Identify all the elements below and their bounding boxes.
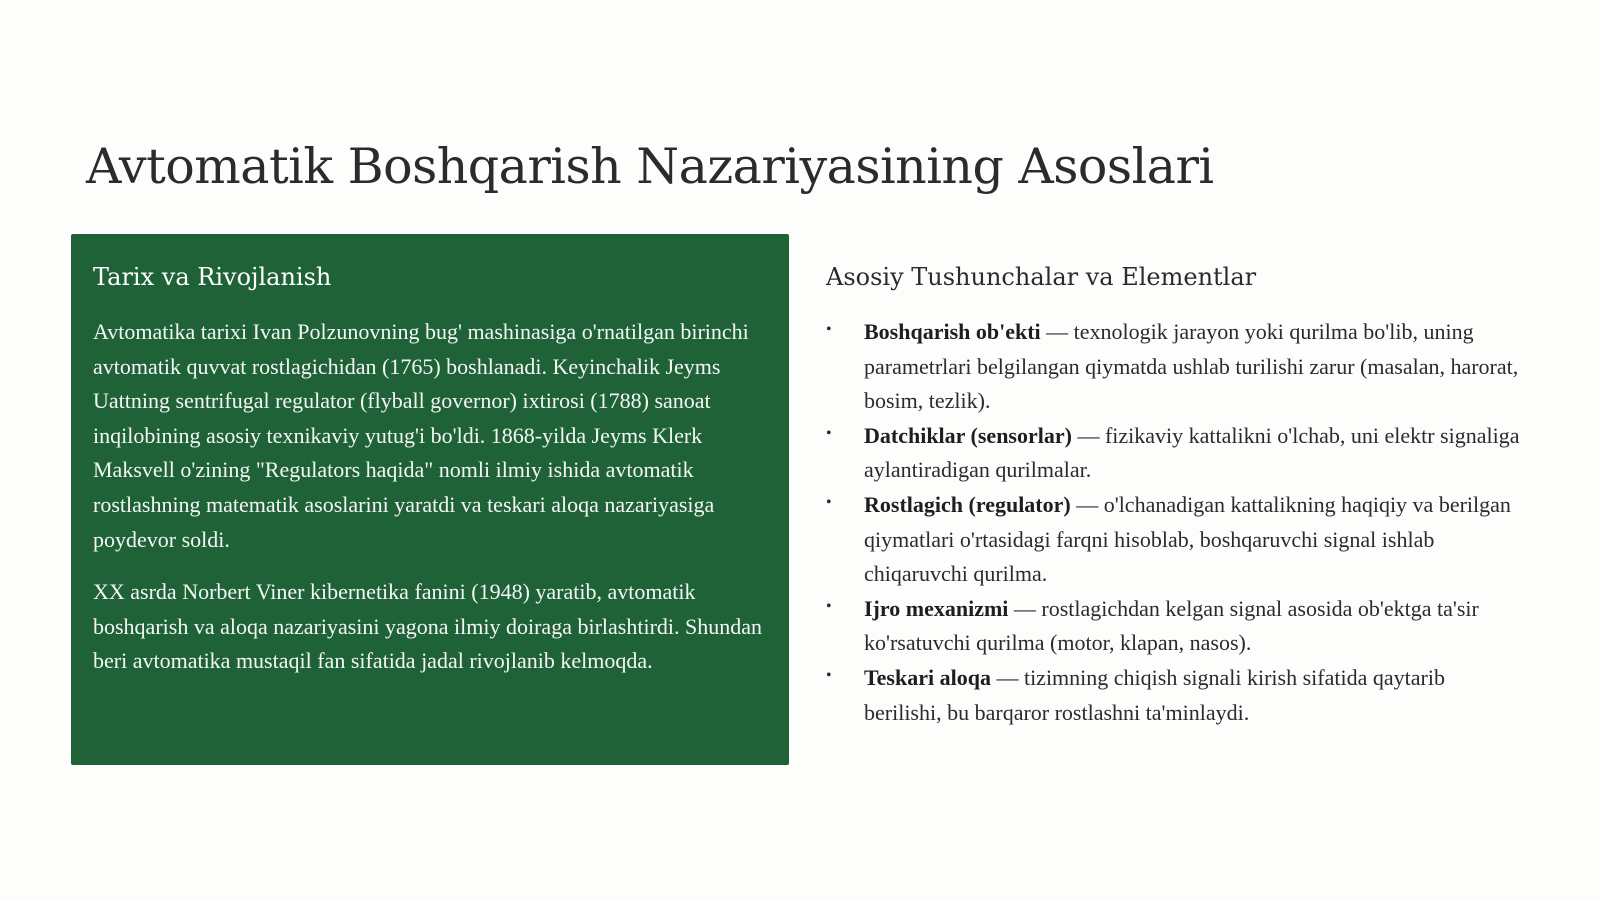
concept-description: — tizimning chiqish signali kirish sifatida qaytarib berilishi, bu barqaror rostlashni ta'minlaydi. [864, 664, 1445, 725]
concepts-section [826, 261, 1520, 730]
concept-description: — texnologik jarayon yoki qurilma bo'lib, uning parametrlari belgilangan qiymatda ushlab turilishi zarur (masalan, harorat, bosim, tezlik). [864, 319, 1519, 414]
concept-term: Rostlagich (regulator) [864, 491, 1071, 517]
concept-item [826, 315, 1520, 419]
concepts-heading: Asosiy Tushunchalar va Elementlar [826, 263, 1257, 291]
concept-term: Ijro mexanizmi [864, 595, 1009, 621]
concept-description: — rostlagichdan kelgan signal asosida ob'ektga ta'sir ko'rsatuvchi qurilma (motor, klapan, nasos). [864, 595, 1479, 656]
concept-term: Boshqarish ob'ekti [864, 319, 1041, 344]
bullet-icon: • [826, 424, 832, 442]
concept-term: Teskari aloqa [864, 664, 991, 690]
history-card [71, 234, 789, 765]
concept-item [826, 661, 1520, 730]
bullet-icon: • [826, 321, 832, 338]
concept-description: — fizikaviy kattalikni o'lchab, uni elektr signaliga aylantiradigan qurilmalar. [864, 422, 1520, 483]
concept-item [826, 419, 1520, 488]
concept-description: — o'lchanadigan kattalikning haqiqiy va berilgan qiymatlari o'rtasidagi farqni hisoblab, boshqaruvchi signal ishlab chiqaruvchi qurilma. [864, 491, 1511, 587]
history-paragraph: XX asrda Norbert Viner kibernetika fanini (1948) yaratib, avtomatik boshqarish va aloqa nazariyasini yagona ilmiy doiraga birlashtirdi. Shundan beri avtomatika mustaqil fan sifatida jadal rivojlanib kelmoqda. [93, 579, 763, 674]
slide-title: Avtomatik Boshqarish Nazariyasining Asoslari [86, 138, 1214, 195]
history-heading: Tarix va Rivojlanish [93, 263, 332, 291]
concept-item [826, 592, 1520, 661]
concept-term: Datchiklar (sensorlar) [864, 422, 1072, 448]
bullet-icon: • [826, 597, 832, 615]
bullet-icon: • [826, 666, 832, 684]
concepts-list [826, 315, 1520, 730]
bullet-icon: • [826, 493, 832, 511]
history-paragraph: Avtomatika tarixi Ivan Polzunovning bug' mashinasiga o'rnatilgan birinchi avtomatik quvvat rostlagichidan (1765) boshlanadi. Keyinchalik Jeyms Uattning sentrifugal regulator (flyball governor) ixtirosi (1788) sanoat inqilobining asosiy texnikaviy yutug'i bo'ldi. 1868-yilda Jeyms Klerk Maksvell o'zining "Regulators haqida" nomli ilmiy ishida avtomatik rostlashning matematik asoslarini yaratdi va teskari aloqa nazariyasiga poydevor soldi. [93, 319, 749, 552]
concept-item [826, 488, 1520, 592]
